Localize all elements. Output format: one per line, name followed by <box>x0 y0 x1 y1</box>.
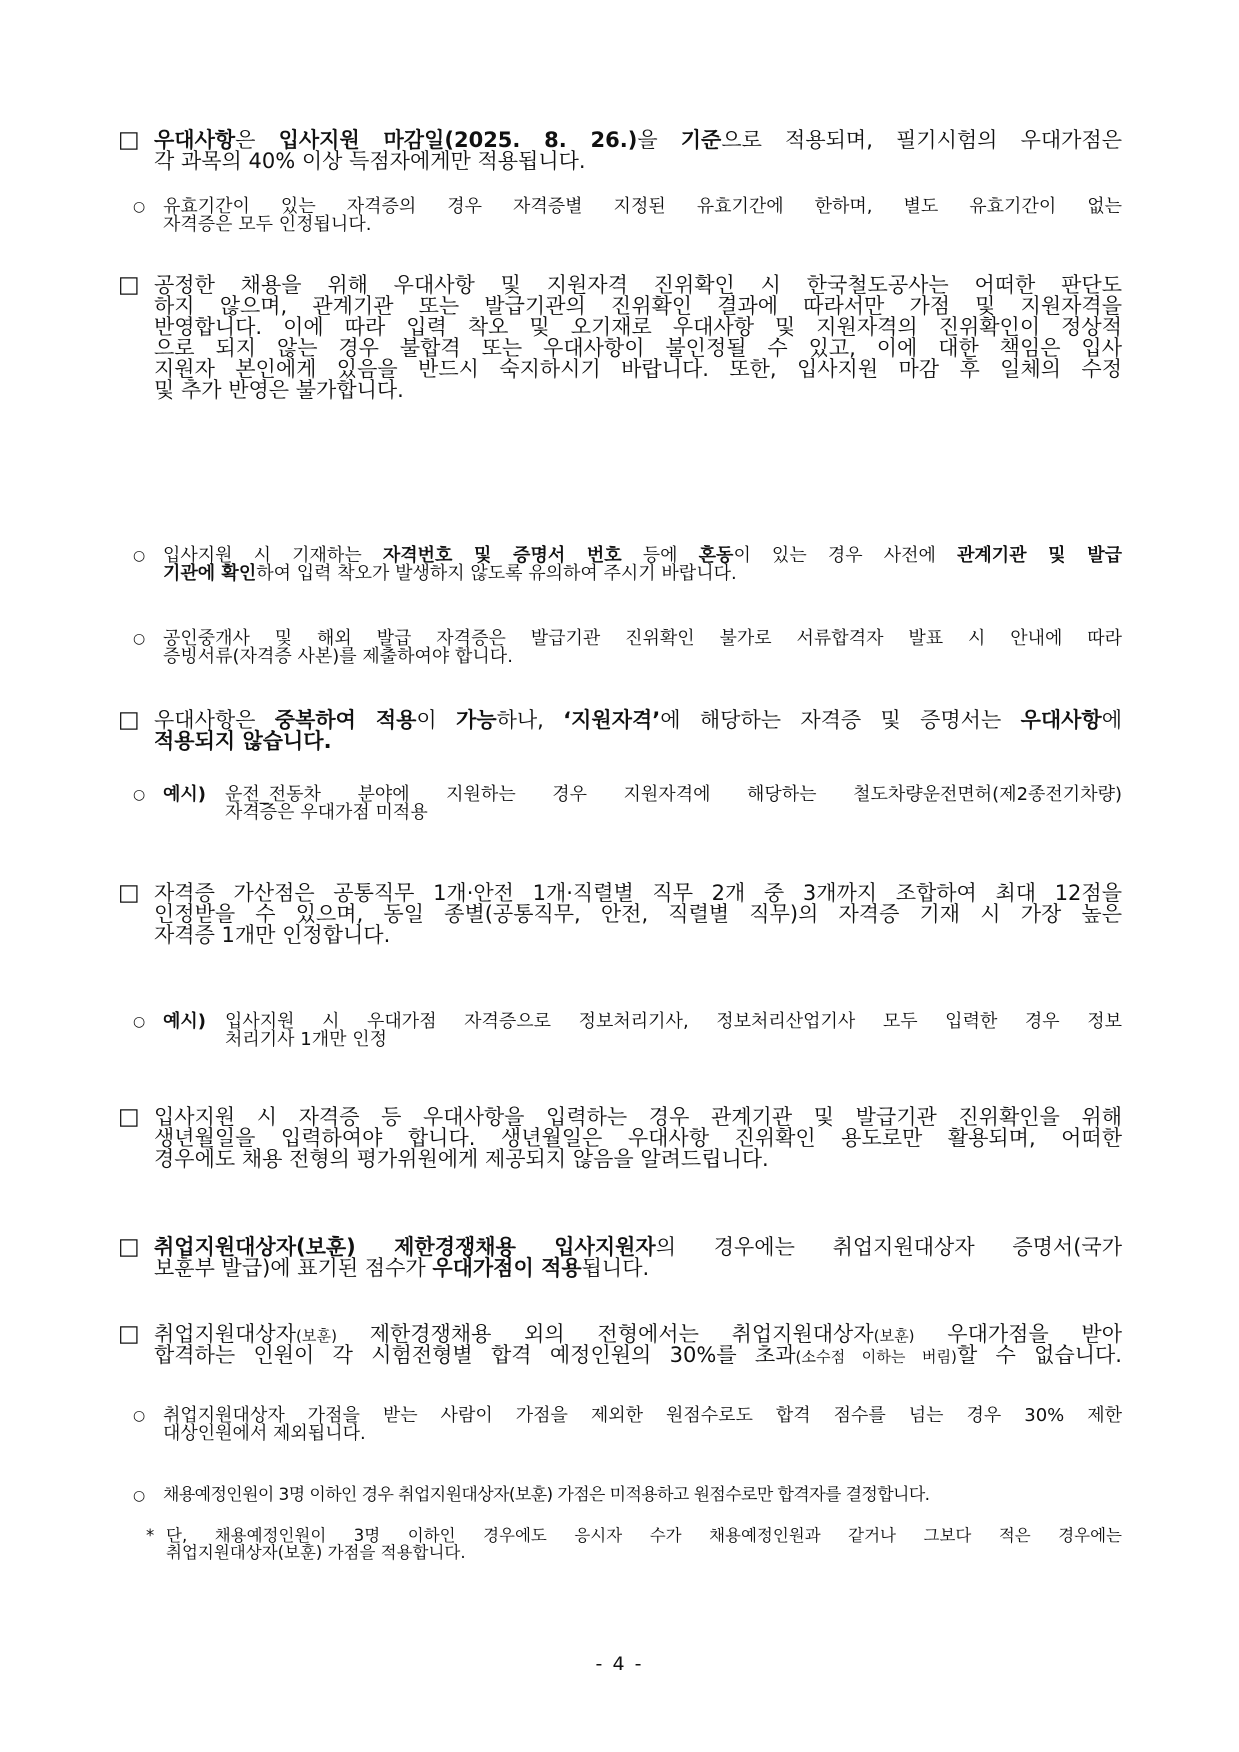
license-number-subitem <box>133 538 1122 591</box>
paragraph-line: 취업지원대상자 가점을 받는 사람이 가점을 제외한 원점수로도 합격 점수를 넘는 경우 30% 제한 <box>163 1405 1122 1426</box>
paragraph-line: 우대사항은 중복하여 적용이 가능하나, ‘지원자격’에 해당하는 자격증 및 증명서는 우대사항에 <box>154 708 1123 732</box>
paragraph-line: 입사지원 시 기재하는 자격번호 및 증명서 번호 등에 혼동이 있는 경우 사전에 관계기관 및 발급 <box>163 545 1122 566</box>
square-bullet-icon: □ <box>118 707 140 733</box>
asterisk-icon: * <box>146 1526 155 1545</box>
paragraph-line: 자격증은 우대가점 미적용 <box>225 802 428 823</box>
duplicate-preference-paragraph <box>118 700 1122 762</box>
paragraph-line: 각 과목의 40% 이상 득점자에게만 적용됩니다. <box>154 149 586 173</box>
page-number: - 4 - <box>595 1653 644 1675</box>
circle-bullet-icon: ○ <box>133 1488 145 1504</box>
paragraph-line: 자격증은 모두 인정됩니다. <box>163 214 372 235</box>
example-info-processing-subitem <box>133 1004 1122 1057</box>
example-label: 예시) <box>163 784 207 805</box>
paragraph-line: 자격증 1개만 인정합니다. <box>154 923 391 947</box>
paragraph-line: 기관에 확인하여 입력 착오가 발생하지 않도록 유의하여 주시기 바랍니다. <box>163 563 737 584</box>
paragraph-line: 처리기사 1개만 인정 <box>225 1029 387 1050</box>
paragraph-line: 우대사항은 입사지원 마감일(2025. 8. 26.)을 기준으로 적용되며, 필기시험의 우대가점은 <box>154 128 1123 152</box>
paragraph-line: 생년월일을 입력하여야 합니다. 생년월일은 우대사항 진위확인 용도로만 활용되며, 어떠한 <box>154 1126 1122 1150</box>
small-hiring-subitem <box>133 1478 1122 1513</box>
paragraph-line: 합격하는 인원이 각 시험전형별 합격 예정인원의 30%를 초과(소수점 이하는 버림)할 수 없습니다. <box>154 1343 1122 1367</box>
square-bullet-icon: □ <box>118 272 140 298</box>
paragraph-line: 단, 채용예정인원이 3명 이하인 경우에도 응시자 수가 채용예정인원과 같거나 그보다 적은 경우에는 <box>166 1526 1122 1545</box>
paragraph-line: 하지 않으며, 관계기관 또는 발급기관의 진위확인 결과에 따라서만 가점 및 지원자격을 <box>154 294 1122 318</box>
small-hiring-note <box>146 1519 1122 1569</box>
birthdate-paragraph <box>118 1097 1122 1180</box>
paragraph-line: 및 추가 반영은 불가합니다. <box>154 378 404 402</box>
paragraph-line: 입사지원 시 자격증 등 우대사항을 입력하는 경우 관계기관 및 발급기관 진위확인을 위해 <box>154 1105 1122 1129</box>
bonus-points-paragraph <box>118 873 1122 956</box>
example-label: 예시) <box>163 1011 207 1032</box>
paragraph-line: 취업지원대상자(보훈) 제한경쟁채용 외의 전형에서는 취업지원대상자(보훈) 우대가점을 받아 <box>154 1322 1122 1346</box>
circle-bullet-icon: ○ <box>133 1408 146 1424</box>
paragraph-line: 지원자 본인에게 있음을 반드시 숙지하시기 바랍니다. 또한, 입사지원 마감 후 일체의 수정 <box>154 357 1122 381</box>
paragraph-line: 보훈부 발급)에 표기된 점수가 우대가점이 적용됩니다. <box>154 1256 650 1280</box>
veteran-exclusion-subitem <box>133 1398 1122 1451</box>
paragraph-line: 경우에도 채용 전형의 평가위원에게 제공되지 않음을 알려드립니다. <box>154 1147 769 1171</box>
square-bullet-icon: □ <box>118 1321 140 1347</box>
paragraph-line: 대상인원에서 제외됩니다. <box>163 1423 366 1444</box>
paragraph-line: 유효기간이 있는 자격증의 경우 자격증별 지정된 유효기간에 한하며, 별도 유효기간이 없는 <box>163 196 1122 217</box>
paragraph-line: 증빙서류(자격증 사본)를 제출하여야 합니다. <box>163 646 513 667</box>
verification-paragraph <box>118 265 1122 411</box>
circle-bullet-icon: ○ <box>133 548 146 564</box>
square-bullet-icon: □ <box>118 127 140 153</box>
paragraph-line: 공정한 채용을 위해 우대사항 및 지원자격 진위확인 시 한국철도공사는 어떠한 판단도 <box>154 273 1122 297</box>
circle-bullet-icon: ○ <box>133 1014 146 1030</box>
circle-bullet-icon: ○ <box>133 787 146 803</box>
square-bullet-icon: □ <box>118 1234 140 1260</box>
paragraph-line: 인정받을 수 있으며, 동일 종별(공통직무, 안전, 직렬별 직무)의 자격증 기재 시 가장 높은 <box>154 902 1122 926</box>
paragraph-line: 입사지원 시 우대가점 자격증으로 정보처리기사, 정보처리산업기사 모두 입력한 경우 정보 <box>225 1011 1122 1032</box>
square-bullet-icon: □ <box>118 880 140 906</box>
square-bullet-icon: □ <box>118 1104 140 1130</box>
circle-bullet-icon: ○ <box>133 631 146 647</box>
paragraph-line: 반영합니다. 이에 따라 입력 착오 및 오기재로 우대사항 및 지원자격의 진위확인이 정상적 <box>154 315 1122 339</box>
paragraph-line: 채용예정인원이 3명 이하인 경우 취업지원대상자(보훈) 가점은 미적용하고 원점수로만 합격자를 결정합니다. <box>163 1485 930 1505</box>
paragraph-line: 취업지원대상자(보훈) 제한경쟁채용 입사지원자의 경우에는 취업지원대상자 증명서(국가 <box>154 1235 1122 1259</box>
veteran-restricted-paragraph <box>118 1227 1122 1289</box>
paragraph-line: 취업지원대상자(보훈) 가점을 적용합니다. <box>166 1542 466 1562</box>
example-train-license-subitem <box>133 777 1122 830</box>
paragraph-line: 자격증 가산점은 공통직무 1개·안전 1개·직렬별 직무 2개 중 3개까지 조합하여 최대 12점을 <box>154 881 1122 905</box>
veteran-quota-paragraph <box>118 1314 1122 1367</box>
paragraph-line: 공인중개사 및 해외 발급 자격증은 발급기관 진위확인 불가로 서류합격자 발표 시 안내에 따라 <box>163 628 1122 649</box>
preference-deadline-paragraph <box>118 120 1122 182</box>
circle-bullet-icon: ○ <box>133 199 146 215</box>
realtor-license-subitem <box>133 621 1122 674</box>
paragraph-line: 운전_전동차 분야에 지원하는 경우 지원자격에 해당하는 철도차량운전면허(제2종전기차량) <box>225 784 1122 805</box>
paragraph-line: 으로 되지 않는 경우 불합격 또는 우대사항이 불인정될 수 있고, 이에 대한 책임은 입사 <box>154 336 1122 360</box>
validity-period-subitem <box>133 189 1122 242</box>
paragraph-line: 적용되지 않습니다. <box>154 729 332 753</box>
